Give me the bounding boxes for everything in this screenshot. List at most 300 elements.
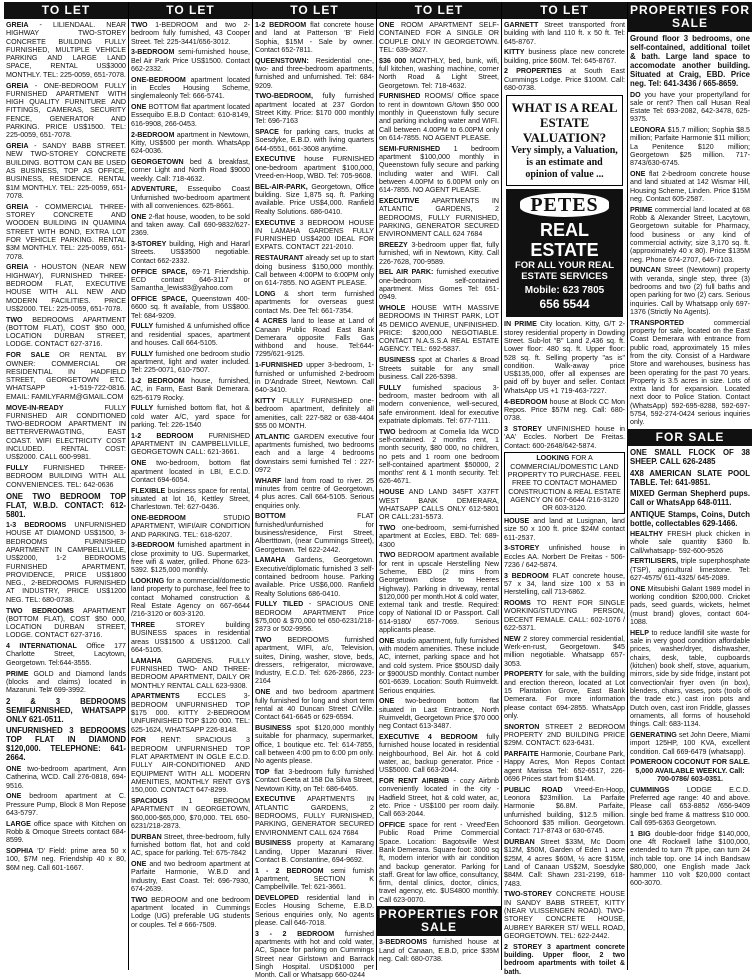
ad-lead: GARNETT [504,21,539,29]
ad-text: ECCLES 3-BEDROOM UNFURNISHED TOP $175 000. KITTY 2-BEDROOM UNFURNISHED TOP $120 000. TEL: 625-1624, WHATSAPP 226-8148. [131,692,250,734]
ad-lead: MOVE-IN-READY [6,403,64,412]
ad-text: ONE TWO BEDROOM TOP FLAT, W.B.D. CONTACT: 612-5801. [6,491,126,519]
ad-text: building, High and Hararl Streets. US$3500 negotiable. Contact 662-2332. [131,240,250,265]
ad-text: flat 2-bedroom concrete house and land situated at 142 Wismar Hill, Housing Scheme, Linden. Price $15M neg. Contact 605-2587. [630,170,750,204]
classified-ad [379,145,499,195]
ad-text: commercial land located at 68 Robb & Alexander Street, Lacytown, Georgetown suitable for Pharmacy, food business or any kind of commercial activity; size 3,170 sq. ft. (approximately 40 x 80). Price $135M neg. Phone 674-2707, 646-7103. [630,205,750,264]
ad-text: triple superphosphate (TSP), agricultural limestone. Tel: 627-4575/ 611-4325/ 645-2089. [630,557,750,583]
classified-ad [379,384,499,425]
classified-ad [6,142,126,200]
ad-text: to reduce landfill site waste for sale in very good condition affordable prices, washer/dryer, dishwasher, chairs, desk, table, cupboards (kitchen) book shelf, stove, aquarium, mirrors, side by side fridge, instant pot convection/air fryer oven (in box), blenders, chairs, vases, pots (tools of the trade etc.) cast iron pots and Dutch oven, cast iron Friddle, glasses ornaments, all forms of household things. Call: 683-1134. [630,628,750,729]
section-header-to-let: TO LET [253,2,376,19]
ad-list [131,21,250,929]
section-header-for-sale: FOR SALE [628,429,752,446]
classified-ad [131,213,250,238]
ad-text: - LILIENDAAL. NEAR HIGHWAY TWO-STOREY CONCRETE BUILDING FULLY FURNISHED, MULTIPLE VEHICLE PARKING AND LARGE LAND SPACE, RENTAL US$3000 MONTHLY. TEL: 225-0059, 651-7078. [6,21,126,79]
classified-ad [504,670,625,720]
ad-lead: TWO-STOREY [504,890,552,899]
ad-lead: 3-STOREY [131,240,167,249]
ad-lead: QUEENSTOWN: [255,56,309,65]
ad-lead: HOUSE [504,516,530,525]
ad-text: MONTHLY, bed, bunk, wifi, full kitchen, washing machine, corner North Road & Light Street, Georgetown. Tel: 718-4632. [379,56,499,90]
ad-lead: 3-BEDROOM [131,541,175,550]
classified-ad [6,670,126,695]
classified-ad [630,629,750,729]
ad-list-2 [504,320,625,975]
petes-title: REAL ESTATE [530,220,599,261]
ad-text: Street, three-bedroom, fully furnished bottom flat, hot and cold AC, space for parking. Tel: 675-7842 [131,832,250,858]
classified-ad [379,777,499,818]
ad-lead: TWO [379,523,396,532]
section-header-to-let: TO LET [4,2,128,19]
ad-text: furnished one bedroom studio apartment, light and water included. Tel: 225-0071, 610-7507. [131,349,250,375]
classified-ad [630,830,750,888]
ad-text: POMEROON COCONUT FOR SALE. 5,000 AVAILABLE WEEKLY. Call: 700-0786/ 603-0351. [630,758,750,783]
ad-text: ROOM APARTMENT SELF-CONTAINED FOR A SINGLE OR COUPLE ONLY IN GEORGETOWN. TEL: 639-3627. [379,21,499,54]
ad-lead: EXECUTIVE [379,196,420,205]
ad-lead: PROPERTY [504,670,544,679]
ad-text: - ONE-BEDROOM FULLY FURNISHED APARTMENT WITH HIGH QUALITY FURNITURE AND FITTINGS, CAMERAS, SECURITY FENCE, GENERATOR AND PARKING. PRICE US$1500. TEL: 225-0059, 651-7078. [6,81,126,140]
ad-lead: BREEZY [379,240,408,249]
classified-ad [6,82,126,140]
ad-lead: $36 000 [379,56,407,65]
ad-text: two-bedroom, bottom flat apartment located in LBI, E.C.D. Contact 694-6054. [131,459,250,484]
ad-text: house, furnished, AC, in Farm, East Bank Demerara. 625-6179 Rocky. [131,377,250,402]
ad-text: BEDROOMS furnished apartment, WIFI, a/c, Television, suites, Dining, washer, stove, beds, dressers, refrigerator, microwave, Industry, E.C.D. Tel: 626-2866, 223-2164 [255,635,374,686]
ad-lead: SPACE [255,128,279,137]
classified-ad [504,572,625,597]
ad-text: flat 3-bedroom fully furnished Contact Geeta at 158 Da Silva Street, Newtown Kitty, on Tel: 686-6465. [255,767,374,793]
classified-ad [6,726,126,762]
classified-ad [379,524,499,549]
classified-ad [379,551,499,634]
ad-text: Street transported front building with land 110 ft. x 50 ft. Tel: 645-8767. [504,21,625,46]
classified-ad [131,459,250,484]
ad-lead: LEONORA [630,126,666,135]
ad-text: 69-71 Friendship. ECD contact 646-3117 or Samantha_lewis83@yahoo.com [131,267,250,293]
ad-text: already set up to start doing business $150,000 monthly. Call between 4:00PM to 6:00PM only on 614-7855. NO AGENT PLEASE. [255,254,374,288]
ad-text: APARTMENT (BOTTOM FLAT), COST $50 000, LOCATION DURBAN STREET, LODGE. CONTACT 627-3716. [6,606,126,640]
classified-ad [630,34,750,88]
classified-ad [504,517,625,542]
classified-ad [131,797,250,830]
petes-real-estate-ad [506,189,623,317]
ad-lead: ONE [6,764,22,773]
valuation-question: WHAT IS A REAL ESTATE VALUATION? [511,100,618,146]
ad-text: GARDEN executive four apartments furnished, two bedrooms each and a large 4 bedrooms downstairs semi furnished Tel : 227-0972 [255,432,374,474]
classified-ad [379,733,499,774]
ad-text: apartment located in Eccles Housing Scheme, singlemaleonly Tel: 666-5741. [131,75,250,101]
ad-list [379,21,499,904]
ad-text: studio apartment, fully furnished with modern amenities. These include AC, internet, parking space and hot and cold system. Price $50USD daily or $900USD monthly. Contact number 601-6639. Location: South Ruimveldt. Serious enquiries. [379,636,499,695]
ad-lead: 4-BEDROOM [504,397,548,406]
ad-text: for parking cars, trucks at Soesdyke, E.B.D. with living quarters 644-6551, 661-3608 anytime. [255,128,374,153]
classified-ad [6,316,126,349]
ad-lead: LAMAHA [131,656,162,665]
classified-ad [255,930,374,980]
classified-ad [131,48,250,73]
ad-lead: ONE [131,103,147,112]
classified-ad [131,268,250,293]
ad-lead: EXECUTIVE [255,155,296,164]
ad-lead: FLEXIBLE [131,486,166,495]
ad-lead: WHOLE [379,304,406,312]
ad-lead: DURBAN [131,832,162,841]
classified-ad [255,795,374,836]
classified-ad [379,57,499,90]
valuation-slogan: Very simply, a Valuation, is an estimate and opinion of value ... [511,145,618,181]
ad-text: Ground floor 3 bedrooms, one self-contained, additional toilet & bath. Large land space to accomodate another building. Situated at Craig, EBD. Price neg. Tel: 641-3436 / 665-8659. [630,34,750,88]
ad-text: Essequibo Coast Unfurnished two-bedroom apartment with all conveniences. 625-8661. [131,185,250,210]
ad-lead: 1-2 BEDROOM [131,431,194,440]
classified-ad [504,452,625,514]
classified-ad [379,241,499,266]
classified-ad [255,219,374,252]
ad-text: GARDENS. FULLY FURNISHED TWO- AND THREE-BEDROOM APARTMENT, DAILY OR MONTHLY RENTAL CALL 623-9308. [131,656,250,690]
ad-lead: ADVENTURE, [131,185,178,194]
ad-text: OR RENTAL BY OWNER: COMMERCIAL OR RESIDENTIAL IN HADFIELD STREET, GEORGETOWN ETC. WHATSAPP +1-519-722-0816. EMAIL: FAMILYFARM@GMAIL.COM [6,351,126,401]
ad-text: 2 STOREY 3 apartment concrete building. Upper floor, 2 two bedroom apartments with toilet & bath. [504,942,625,976]
classified-ad [255,477,374,510]
ad-text: Street (Newtown) property with veranda, single step, three (3) bedrooms and two (2) full baths and open parking for two (2) cars. Serious inquiries. Call by Whatsapp only 697-1376 (Strictly No Agents). [630,266,750,316]
classified-ad [255,317,374,358]
ad-lead: FULLY [131,349,154,358]
ad-text: STREET 2 BEDROOM PROPERTY 2ND BUILDING PRICE $29M. CONTACT: 623-6431. [504,722,625,748]
classified-ad [131,131,250,156]
ad-lead: 3 - 2 BEDROOM [255,929,335,938]
ad-lead: BEL-AIR-PARK, [255,182,308,191]
ad-lead: TWO [255,635,272,644]
ad-lead: GREIA [6,142,29,151]
ad-lead: 2-BEDROOM [131,130,175,139]
classified-ad [630,206,750,264]
classified-ad [255,361,374,394]
classified-ad [255,433,374,474]
ad-text: property at Kamarang Landing, Upper Mazaruni River. Contact B. Constantine, 694-9692. [255,839,374,864]
ad-text: APARTMENTS IN ATLANTIC GARDENS, 2 BEDROOMS, FULLY FURNISHED, PARKING, GENERATOR SECURED ENVIRONMENT CALL 624 7684 [255,795,374,837]
column-4 [376,2,501,970]
classified-ad [131,541,250,574]
ad-text: 'D' Field: prime area 50 x 100, $7M neg. Friendship 40 x 80, $6M neg. Call 601-1667. [6,847,126,872]
ad-lead: ONE [131,459,147,468]
ad-text: 4X8 AMERICAN SLATE POOL TABLE. Tel: 641-9851. [630,468,750,487]
classified-ad [630,91,750,124]
ad-text: ANTIQUE Stamps, Coins, Dutch bottle, collectables 629-1466. [630,509,750,528]
ad-text: FURNISHED APARTMENT IN CAMPBELLVILLE, GEORGETOWN CALL: 621-3661. [131,431,250,457]
classified-ad [379,356,499,381]
ad-text: semi furnish Apartment, SECTION K Campbellville. Tel: 621-3661. [255,866,374,892]
section-header-properties-for-sale: PROPERTIES FOR SALE [378,907,499,935]
ad-text: furnished spacious 3-bedroom, master bedroom with all modern convenience, well-secured, safe environment. Ideal for executive expatriate diplomats. Tel: 677-7111. [379,383,499,425]
ad-lead: 3 BEDROOM [504,571,549,580]
ad-text: STUDIO APARTMENT, WIFI/AIR CONDITION AND PARKING. TEL: 618-6207. [131,514,250,539]
ad-lead: FULLY [131,404,154,413]
ad-text: unfinished house in Eccles AA. Norbert De Freitas - 506-7236 / 642-5874. [504,544,625,569]
classified-ad [255,21,374,54]
classified-ad [379,697,499,730]
ad-lead: ONE [131,212,147,221]
ad-lead: BEL AIR PARK: [379,268,434,277]
classified-ad [131,158,250,183]
classified-ad [6,820,126,845]
ad-lead: BUSINESS [379,356,416,365]
ad-text: furnished house at Land of Canaan, E.B.D, price $35M neg. Call: 680-0738. [379,938,499,964]
classified-ad [255,397,374,430]
ad-lead: ONE [379,21,395,29]
ad-lead: FURNISHED [379,92,421,101]
classified-ad [504,890,625,940]
ad-list [6,21,126,872]
ad-lead: SPACIOUS [131,797,168,806]
ad-lead: 4 ACRES [255,317,288,326]
petes-mobile: Mobile: 623 7805 [524,285,605,297]
classified-ad [131,21,250,46]
ad-lead: FULLY [131,322,154,331]
column-2 [128,2,252,970]
ad-list [255,21,374,980]
ad-text: Georgetown, Office building. Size 1,875 sq. ft. Parking available. Price US$4,000. Ranfield Realty Solutions. 686-0410. [255,182,374,216]
classified-ad [255,600,374,633]
ad-lead: 1-3 BEDROOMS [6,521,67,530]
ad-lead: FERTILISERS, [630,557,679,566]
classified-ad [630,126,750,167]
ad-text: Gardens, Georgetown. Executive/diplomatic furnished 3 self-contained bedroom house. Parking available. Price US$6,000. Ranfield Realty Solutions 686-0410. [255,556,374,598]
ad-text: BEDROOMS APARTMENT (BOTTOM FLAT), COST $50 000, LOCATION DURBAN STREET, LODGE. CONTACT 627-3716. [6,315,126,349]
ad-lead: THREE [131,621,156,630]
ad-lead: NEW [504,634,521,643]
ad-text: $15.7 million; Sophia $8.5 million; Parfaite Harmonie $11 million; La Penitence $120 million; Georgetown $25 million. 717-8743/630-6745. [630,126,750,168]
ad-text: you have your property/land for sale or rent? Then call Husan Real Estate Tel: 693-2082, 642-3478, 625-9375. [630,90,750,124]
classified-ad [504,67,625,92]
ad-lead: EXECUTIVE [255,795,296,804]
ad-text: RENT: SPACIOUS 3 BEDROOM UNFURNISHED TOP FLAT APARTMENT IN OGLE E.C.D. FULLY AIR-CONDITIONED AND EQUIPMENT WITH ALL MODERN AMENITIES, MONTHLY RENT GY$ 150,000. CONTACT 647-8299. [131,736,250,795]
petes-phone: 656 5544 [539,297,590,312]
classified-ad [6,765,126,790]
ad-text: ROOMS/ Office space to rent in downtown G/town $50 000 monthly in Queenstown fully secure and parking including water and WIFI. Call between 4.00PM to 6.00PM only on 614-7855. NO AGENT PLEASE. [379,92,499,142]
ad-text: - HOUSTON (NEAR NEW HIGHWAY), FURNISHED THREE-BEDROOM FLAT, EXECUTIVE HOUSE WITH ALL NEW AND MODERN FACILITIES. PRICE US$2000. TEL: 225-0059, 651-7078. [6,263,126,313]
ad-text: Mitsubishi Galant 1989 model in working condition $200,000. Cricket pads, seed guards, wickets, helmet (must brand) gloves, contact 604-1088. [630,584,750,627]
ad-text: semi-furnished house, Bel Air Park Price US$1500. Contact 662-2332. [131,48,250,73]
ad-text: Vreed-En-Hoop, Leonora $23million. La Parfaite Harmonie $6.8M. Parfaite, unfurnished building, $12.5 million. Schoonord $35 million. Georgetown. Contact: 717-8743 or 630-6745. [504,785,626,836]
classified-ad [131,295,250,320]
classified-ad [131,76,250,101]
classified-ad [6,521,126,604]
ad-text: ONE SMALL FLOCK OF 38 SHEEP. CALL 626-2485 [630,448,750,467]
ad-lead: CUMMINGS [630,785,670,794]
ad-lead: FOR SALE [6,351,50,360]
ad-list [504,21,625,92]
ad-list [630,34,750,427]
ad-text: fully furnished apartment located at 237 Gordon Street Kitty. Price: $170 000 monthly Tel: 696-7163 [255,92,374,126]
classified-ad [630,585,750,626]
classified-ad [630,266,750,316]
ad-text: flat concrete house and land at Patterson 'B' Field Sophia, $15M - Sale by owner. Contact 652-7811. [255,21,374,54]
ad-text: Residential one-, two- and three-bedroom apartments, furnished and unfurnished. Tel: 684-9209. [255,56,374,90]
ad-lead: GENERATING [630,730,677,739]
classified-ad [630,557,750,582]
classified-ad [379,21,499,54]
ad-lead: FOR RENT AIRBNB [379,777,450,786]
ad-text: furnished apartment in close proximity to UG. Supermarket, free wifi & water, grilled. Phone 623-5392. $125,000 monthly. [131,541,250,575]
ad-text: FULLY FURNISHED one-bedroom apartment, definitely all amenities, call: 227-582 or 638-4404 $55 00 MONTH. [255,396,374,430]
classified-ad [6,847,126,872]
classified-ad [6,351,126,401]
ad-text: City location. Kitty, G/T 2-storey residential property in Dowding Street. Sub-lot "B" Land 2,436 sq. ft. Lower floor: 480 sq. ft. Upper floor: 528 sq. ft. Selling property "as is" condition. Walk-away price US$135,000, offer all expenses are paid off by buyer and seller. Contact WhatsApp US +1 719-463-7227. [504,320,626,395]
classified-ad [131,692,250,733]
ad-text: 2-flat house, wooden, to be sold and taken away. Call 690-9832/627-2369. [131,212,250,238]
classified-ad [131,657,250,690]
ad-text: 2 storey commercial residential, Werk-en-rust, Georgetown. $45 million negotiable. Whatsapp 657-3053. [504,634,625,668]
ad-text: HOUSE WITH MASSIVE BEDROOMS IN THIRST PARK, LOT 45 DEMICO AVENUE, UNFINISHED. PRICE: $200,000 NEGOTIABLE. CONTACT N.A.S.S.A REAL ESTATE AGENCY. TEL: 692-5837. [379,304,499,354]
ad-text: double-door fridge $140,000, one 4ft Rockwell lathe $100,000, extended to turn 7ft pipe, can turn 24 inch table top. one 14 inch Bandsaw $80,000, one English made Jack hammer 110 volt $20,000 contact 600-3070. [630,829,751,888]
ad-text: business place new concrete building, price $60M. Tel: 645-8767. [504,48,625,65]
classified-ad [379,197,499,238]
ad-lead: ONE [6,792,22,801]
classified-ad [6,203,126,261]
classified-ad [255,724,374,765]
ad-text: furnished & unfurnished office and residential spaces, apartment and houses. Call 664-5105. [131,322,250,347]
ad-text: furnished apartments with hot and cold water, AC, Space for parking on Cummings Street near Girlstown and Barrack Singh Hospital. USD$1000 per Month. Call or Whatsapp 660-0244 [255,929,374,980]
ad-lead: LOOKING [131,577,165,586]
classified-ad [630,758,750,783]
classified-ad [255,254,374,287]
ad-lead: LOOKING [536,454,570,463]
ad-text: bed & breakfast, corner Light and North Road $9000 weekly. Call: 718-4632. [131,157,250,183]
ad-text: GOLD and Diamond lands (blocks and claims) located in Mazaruni. Tel# 699-3992. [6,669,126,695]
ad-lead: 3-STOREY [504,544,540,553]
classified-ad [379,428,499,486]
ad-text: BEDROOM apartment available for rent in upscale Herstelling New Scheme, EBD (2 mins from Georgetown close to Heeres Highway). Parking in driveway, rental $120,000 per month.Hot & cold water, external tank and trestle. Required: copy of National ID or Passport. Call 614-9180/ 657-7069. Serious applicants please. [379,551,499,634]
ad-lead: ONE [255,688,271,697]
ad-lead: EXECUTIVE [255,218,296,227]
ad-text: office space with Kitchen on Robb & Omoque Streets contact 684-8599. [6,819,126,845]
ad-lead: BUSINESS [255,839,292,848]
classified-ad [630,530,750,555]
ad-text: LODGE E.C.D. Preferred age range: 40 and above. Please call 653-8852 /656-9409 single bed frame & mattress $10 000. Call 695-6363 Georgetown. [630,785,750,827]
classified-ad [6,792,126,817]
ad-text: 1-BEDROOM and two 2-bedroom fully furnished, 43 Cooper Street. Tel: 225-3441/656-3012. [131,21,250,46]
ad-text: CONCRETE HOUSE IN SANDY BABB STREET, KITTY (NEAR VLISSENGEN ROAD). TWO-STOREY CONCRETE HOUSE, AUBREY BARKER ST/ WELL ROAD, GEORGETOWN. TEL: 622-2442. [504,890,625,940]
petes-tagline: FOR ALL YOUR REAL ESTATE SERVICES [514,260,615,283]
ad-text: FLAT furnished/unfurnished for business/residence, First Street, Albertttown, (near Cummings Street), Georgetown. Tel 622-2442. [255,512,374,554]
ad-lead: GEORGETOWN [131,157,184,166]
ad-text: STOREY building BUSINESS spaces in residential areas US$1500 & US$1200. Call 664-5105. [131,621,250,654]
ad-lead: FULLY TILED [255,600,304,609]
ad-text: furnished executive one-bedroom self-contained apartment. Miss Gomes Tel: 651-0949. [379,268,500,302]
classified-ad [131,487,250,512]
column-6 [627,2,752,970]
ad-lead: ONE-BEDROOM [131,514,186,523]
classified-ad [630,448,750,466]
ad-text: set John Deere, Miami import 125HP, 100 KVA, excellent condition. Call 669-6479 (whatsapp). [630,730,750,756]
classified-ad [6,263,126,313]
classified-ad [504,943,625,976]
classified-ad [255,768,374,793]
ad-text: fully furnished house located in residential neighbourhood, Bel Air. hot & cold water, ac, backup generator. Price - US$5000. Call 663-2044. [379,733,499,775]
ad-lead: FOR [131,736,146,745]
classified-ad [504,750,625,783]
classified-ad [255,894,374,927]
classified-ad [131,185,250,210]
ad-text: business space for rental, situated at lot 16, Kettley Street, Charlestown. Tel: 627-0436. [131,486,250,512]
ad-text: MIXED German Shepherd pups. Call or WhatsApp 648-0111. [630,489,750,508]
section-header-to-let: TO LET [502,2,627,19]
ad-lead: GREIA [6,21,29,29]
ad-lead: KITTY [255,396,276,405]
ad-text: - COMMERCIAL THREE-STOREY CONCRETE AND WOODEN BUILDING IN QUAMINA STREET WITH BOND, EXTRA LOT FOR VEHICLE PARKING. RENTAL $3M MONTHLY. TEL: 225-0059, 651-7078. [6,202,126,261]
classified-ad [131,404,250,429]
classified-ad [379,304,499,354]
classified-ad [504,838,625,888]
classified-ad [379,488,499,521]
ad-text: two-bedroom apartment, Ann Catherina, WCD. Call 276-0818, 694-9516. [6,764,126,790]
ad-text: Queenstown 400-6600 sq. ft available, from US$800. Tel: 684-9209. [131,294,250,320]
ad-text: house FURNISHED one-bedroom apartment $100,000, Vreed-en-Hoop, WBD. Tel: 705-9608. [255,155,374,181]
classified-ad [379,821,499,904]
classified-ad [131,621,250,654]
ad-lead: GREIA [6,81,29,90]
classified-ad [6,404,126,462]
valuation-promo-box [506,95,623,186]
ad-lead: 3 STOREY [504,424,542,433]
ad-text: upper 3-bedroom, 1-furnished or unfurnished 2-bedroom in D'Andrade Street, Newtown. Call 640-3410. [255,361,374,395]
ad-text: Harmonie, Courbane Park, Happy Acres, Mon Repos Contact agent Marissa Tel: 652-6517, 226-0696 Prices start from $14M. [504,750,625,784]
ad-text: apartment in Newtown, Kitty, US$500 per month. WhatsApp 624-0036. [131,130,250,156]
classified-ad [630,510,750,528]
classified-ad [630,319,750,427]
ad-lead: 1-2 BEDROOM [255,21,307,29]
classified-ad [255,57,374,90]
ad-text: UNFINISHED house in 'AA' Eccles. Norbert De Freitas. Contact: 600-2648/642-5874. [504,424,625,450]
ad-lead: FULLY [379,383,402,392]
ad-lead: DEVELOPED [255,894,299,903]
ad-text: FLAT concrete house, 57 x 34, land size 100 x 53 in Herstelling, call 713-6862. [504,571,626,597]
ad-lead: PRIME [630,205,653,214]
ad-text: for sale, with the building and erection thereon, located at Lot 15 Plantation Grove, East Bank Demerara. For more information please contact 694-2855. WhatsApp only. [504,670,625,720]
ad-lead: WHARF [255,476,282,485]
ad-lead: 1 BIG [630,829,651,838]
ad-text: BEDROOM and one bedroom apartment located in Cummings Lodge (UG) preferable UG students or couples. Tel # 666-7509. [131,895,250,929]
ad-lead: ONE-BEDROOM [131,75,186,84]
ad-lead: TWO-BEDROOM, [255,92,313,101]
sale-ad-list [630,448,750,888]
ad-text: FURNISHED THREE-BEDROOM BUILDING WITH ALL CONVENIENCES. TEL: 642-0636 [6,464,126,489]
classified-ad [255,128,374,153]
ad-lead: 1-2 BEDROOM [131,377,185,386]
classified-ad [379,92,499,142]
ad-lead: BOTTOM [255,512,286,521]
classified-ad [379,637,499,695]
ad-lead: PRIME [6,669,29,678]
ad-lead: GREIA [6,263,29,272]
ad-lead: SOPHIA [6,847,34,856]
classified-ad [255,867,374,892]
ad-text: TO RENT FOR SINGLE WORKING/STUDYING PERSON, DECENT FEMALE. CALL: 602-1076 / 622-5371. [504,599,625,632]
ad-text: 3-bedroom upper flat, fully furnished, wifi in Newtown, Kitty. Call 226-7628, 700-9589. [379,240,499,266]
ad-text: and land at Lusignan, land size 50 x 100 ft. price $24M contact 611-2537. [504,516,625,542]
section-header-properties-for-sale: PROPERTIES FOR SALE [629,3,750,30]
ad-text: FOR A COMMERCIAL/DOMESTIC LAND PROPERTY TO PURCHASE. FEEL FREE TO CONTACT MOHAMED CONSTRUCTION & REAL ESTATE AGENCY ON 667-6644 /216-3120 OR 603-3120. [507,454,622,513]
ad-lead: DURBAN [504,838,535,847]
classified-ad [504,320,625,395]
ad-lead: OFFICE SPACE, [131,294,188,303]
classified-ad [630,469,750,487]
classified-ad [504,599,625,632]
ad-lead: TWO [131,895,148,904]
ad-lead: ATLANTIC [255,432,290,441]
ad-lead: 1-FURNISHED [255,361,303,370]
ad-lead: TWO [379,427,396,436]
